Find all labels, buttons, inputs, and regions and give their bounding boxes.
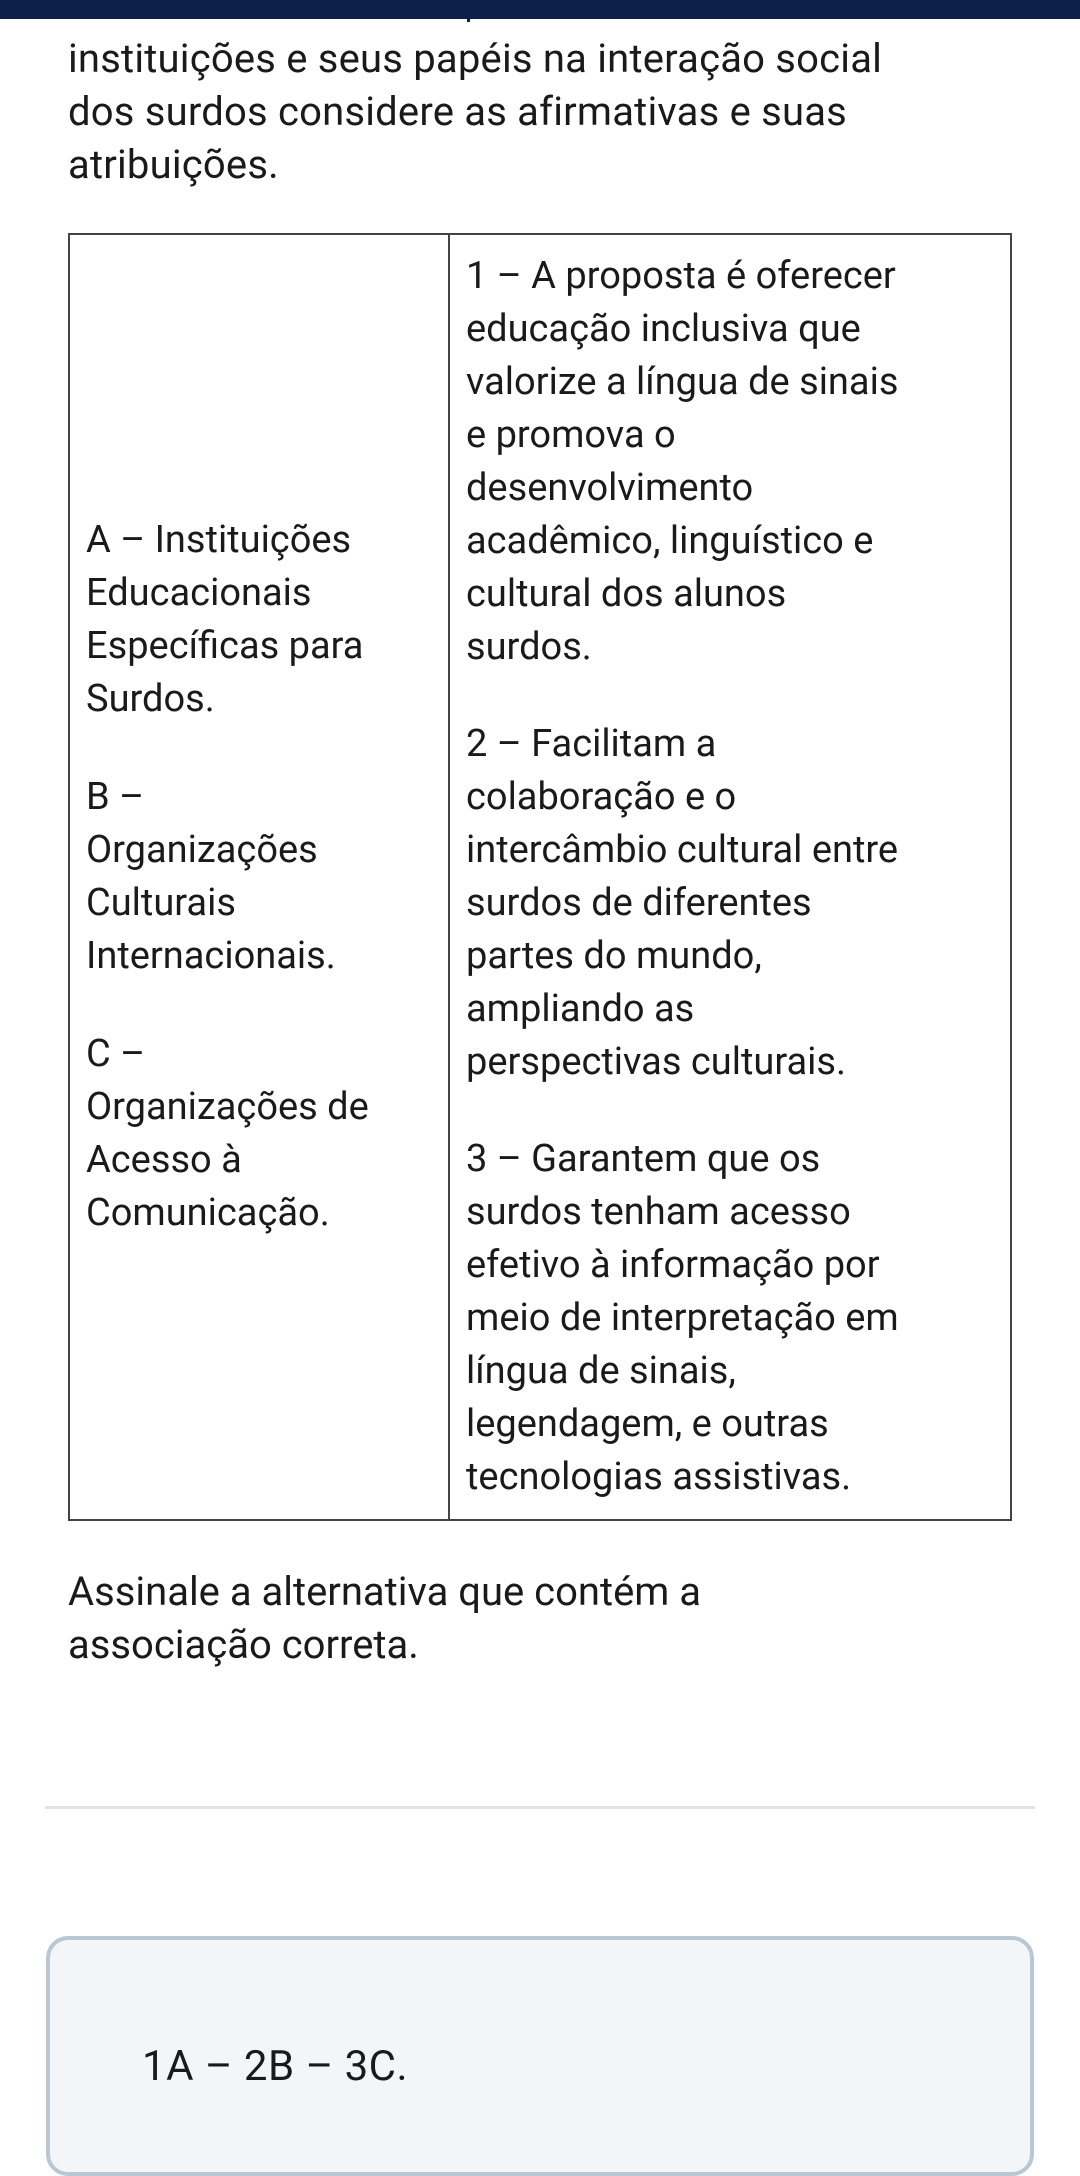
- divider: [45, 1806, 1035, 1809]
- roles-column: [450, 235, 1010, 1519]
- role-item-2: 2 – Facilitam a colaboração e o intercâmbio cultural entre surdos de diferentes partes do mundo, ampliando as perspectivas culturais.: [466, 722, 899, 1084]
- prompt-line: Assinale a alternativa que contém a: [68, 1568, 702, 1615]
- role-item-1: 1 – A proposta é oferecer educação inclusiva que valorize a língua de sinais e promova o desenvolvimento acadêmico, linguístico e cultural dos alunos surdos.: [466, 254, 899, 669]
- answer-option-label: 1A – 2B – 3C.: [142, 2042, 409, 2091]
- prompt-line: associação correta.: [68, 1621, 419, 1668]
- answer-option-card[interactable]: [46, 1936, 1034, 2176]
- intro-line: instituições e seus papéis na interação social: [68, 35, 883, 82]
- institution-item-c: C – Organizações de Acesso à Comunicação.: [86, 1032, 369, 1235]
- institutions-column: [70, 235, 450, 1519]
- top-bar-notch: [467, 14, 470, 22]
- top-app-bar: [0, 0, 1080, 19]
- intro-line: atribuições.: [68, 141, 279, 188]
- question-prompt: [68, 1565, 1008, 1671]
- association-table: [68, 233, 1012, 1521]
- role-item-3: 3 – Garantem que os surdos tenham acesso efetivo à informação por meio de interpretação em língua de sinais, legendagem, e outras tecnologias assistivas.: [466, 1137, 899, 1499]
- intro-line: dos surdos considere as afirmativas e suas: [68, 88, 848, 135]
- institution-item-b: B – Organizações Culturais Internacionais.: [86, 775, 336, 978]
- question-intro: [68, 32, 1028, 191]
- institution-item-a: A – Instituições Educacionais Específicas para Surdos.: [86, 518, 364, 721]
